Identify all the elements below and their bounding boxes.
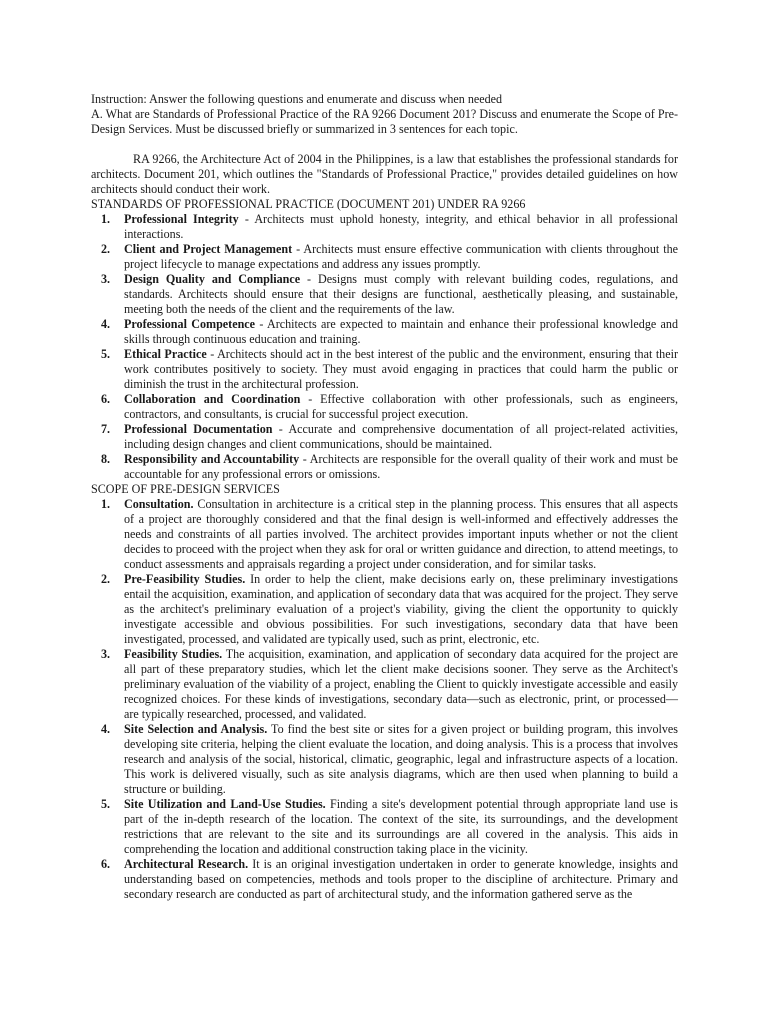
list-item-title: Professional Competence xyxy=(124,317,256,331)
list-item-text: To find the best site or sites for a given project or building program, this involves developing site criteria, helping the client evaluate the location, and doing analysis. This is a process that involves research and analysis of the social, historical, climatic, geographic, legal and infrastructure aspects of a location. This work is delivered visually, such as site analysis diagrams, which are then used when planning to build a structure or building. xyxy=(124,722,678,796)
list-item-text: In order to help the client, make decisions early on, these preliminary investigations entail the acquisition, examination, and application of secondary data that was acquired for the project. They serve as the architect's preliminary evaluation of a project's viability, giving the client the opportunity to quickly investigate accessible and obvious possibilities. For such investigations, secondary data that have been investigated, processed, and validated are typically used, such as print, electronic, etc. xyxy=(124,572,678,646)
list-item-text: Effective collaboration with other professionals, such as engineers, contractors, and consultants, is crucial for successful project execution. xyxy=(124,392,679,421)
section-heading-predesign: SCOPE OF PRE-DESIGN SERVICES xyxy=(91,482,280,496)
list-item-number: 5. xyxy=(101,797,111,811)
list-item-title: Architectural Research. xyxy=(124,857,249,871)
list-item-number: 3. xyxy=(101,272,111,286)
list-item-text: Architects should act in the best interest of the public and the environment, ensuring that their work contributes positively to society. They must avoid engaging in practices that could harm the public or diminish the trust in the architectural profession. xyxy=(124,347,678,391)
list-item-number: 4. xyxy=(101,317,111,331)
list-item-separator: - xyxy=(300,392,321,406)
standards-list xyxy=(91,212,678,482)
list-item-text: Designs must comply with relevant building codes, regulations, and standards. Architects should ensure that their designs are functional, aesthetically pleasing, and sustainable, meeting both the needs of the client and the requirements of the law. xyxy=(124,272,679,316)
list-item-separator: - xyxy=(292,242,304,256)
list-item-number: 6. xyxy=(101,392,111,406)
list-item-title: Collaboration and Coordination xyxy=(124,392,301,406)
list-item-text: It is an original investigation undertaken in order to generate knowledge, insights and understanding based on competencies, methods and tools proper to the discipline of architecture. Primary and secondary research are conducted as part of architectural study, and the information gathered serve as the xyxy=(124,857,679,901)
list-item-title: Site Utilization and Land-Use Studies. xyxy=(124,797,326,811)
question-text: A. What are Standards of Professional Practice of the RA 9266 Document 201? Discuss and enumerate the Scope of Pre- Design Services. Must be discussed briefly or summarized in 3 sentences for each topic. xyxy=(91,107,678,136)
list-item-text: Architects are responsible for the overall quality of their work and must be accountable for any professional errors or omissions. xyxy=(124,452,678,481)
list-item-number: 4. xyxy=(101,722,111,736)
list-item xyxy=(91,857,678,902)
list-item-number: 2. xyxy=(101,572,111,586)
list-item xyxy=(91,797,678,857)
list-item-text: The acquisition, examination, and application of secondary data acquired for the project are all part of these preparatory studies, which let the client make decisions sooner. They serve as the Architect's preliminary evaluation of the viability of a project, enabling the Client to quickly investigate accessible and easily recognized choices. For these kinds of investigations, secondary data—such as electronic, print, or processed—are typically researched, processed, and validated. xyxy=(124,647,678,721)
list-item-number: 1. xyxy=(101,212,111,226)
list-item xyxy=(91,272,678,317)
list-item-text: Finding a site's development potential through appropriate land use is part of the in-depth research of the location. The context of the site, its surroundings, and the development restrictions that are relevant to the site and its surroundings are all covered in the analysis. This aids in comprehending the location and additional construction taking place in the vicinity. xyxy=(124,797,678,856)
list-item-title: Site Selection and Analysis. xyxy=(124,722,268,736)
list-item xyxy=(91,317,678,347)
list-item-number: 8. xyxy=(101,452,111,466)
list-item-number: 7. xyxy=(101,422,111,436)
list-item-text: Architects are expected to maintain and enhance their professional knowledge and skills through continuous education and training. xyxy=(124,317,678,346)
list-item xyxy=(91,242,678,272)
instruction-text: Instruction: Answer the following questions and enumerate and discuss when needed xyxy=(91,92,503,106)
list-item-number: 3. xyxy=(101,647,111,661)
blank-line xyxy=(91,137,678,152)
list-item-title: Client and Project Management xyxy=(124,242,293,256)
list-item-separator: - xyxy=(300,272,319,286)
document-page xyxy=(91,92,678,902)
list-item-number: 6. xyxy=(101,857,111,871)
list-item-text: Consultation in architecture is a critical step in the planning process. This ensures that all aspects of a project are thoroughly considered and that the final design is well-informed and effectively addresses the needs and constraints of all parties involved. The architect provides important inputs whether or not the client decides to proceed with the project when they ask for oral or written guidance and direction, to attend meetings, to conduct assessments and appraisals regarding a project under consideration, and for similar tasks. xyxy=(124,497,678,571)
list-item xyxy=(91,497,678,572)
list-item xyxy=(91,347,678,392)
list-item-separator: - xyxy=(206,347,218,361)
list-item-title: Design Quality and Compliance xyxy=(124,272,301,286)
list-item-text: Architects must uphold honesty, integrity, and ethical behavior in all professional interactions. xyxy=(124,212,678,241)
list-item-title: Consultation. xyxy=(124,497,194,511)
list-item-separator: - xyxy=(299,452,310,466)
list-item-separator: - xyxy=(272,422,289,436)
list-item-text: Architects must ensure effective communication with clients throughout the project lifecycle to manage expectations and address any issues promptly. xyxy=(124,242,678,271)
list-item xyxy=(91,452,678,482)
list-item xyxy=(91,722,678,797)
list-item xyxy=(91,392,678,422)
list-item xyxy=(91,572,678,647)
list-item xyxy=(91,212,678,242)
list-item-title: Professional Documentation xyxy=(124,422,273,436)
list-item-number: 1. xyxy=(101,497,111,511)
list-item-title: Ethical Practice xyxy=(124,347,207,361)
list-item xyxy=(91,647,678,722)
list-item-title: Pre-Feasibility Studies. xyxy=(124,572,246,586)
list-item xyxy=(91,422,678,452)
list-item-title: Responsibility and Accountability xyxy=(124,452,300,466)
list-item-text: Accurate and comprehensive documentation of all project-related activities, including design changes and client communications, should be maintained. xyxy=(124,422,678,451)
section-heading-standards: STANDARDS OF PROFESSIONAL PRACTICE (DOCUMENT 201) UNDER RA 9266 xyxy=(91,197,526,211)
intro-paragraph: RA 9266, the Architecture Act of 2004 in the Philippines, is a law that establishes the professional standards for architects. Document 201, which outlines the "Standards of Professional Practice," provides detailed guidelines on how architects should conduct their work. xyxy=(91,152,678,196)
list-item-number: 2. xyxy=(101,242,111,256)
list-item-title: Professional Integrity xyxy=(124,212,239,226)
list-item-separator: - xyxy=(238,212,255,226)
list-item-separator: - xyxy=(255,317,267,331)
list-item-title: Feasibility Studies. xyxy=(124,647,223,661)
predesign-services-list xyxy=(91,497,678,902)
list-item-number: 5. xyxy=(101,347,111,361)
